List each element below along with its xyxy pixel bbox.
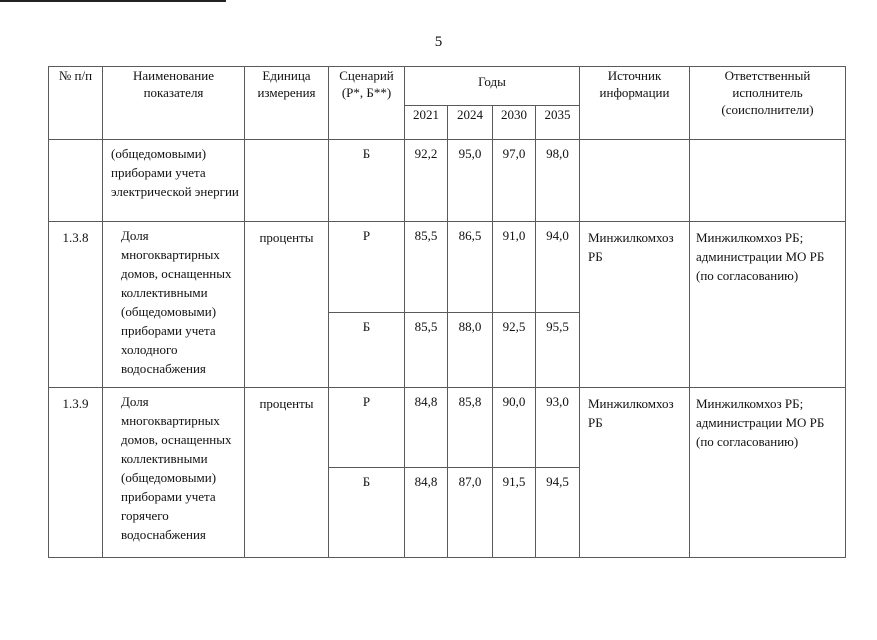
row-value: 85,5 xyxy=(405,313,448,388)
indicators-table xyxy=(48,66,846,558)
row-source: Минжилкомхоз РБ xyxy=(580,222,690,388)
row-num: 1.3.8 xyxy=(49,222,103,388)
row-value: 88,0 xyxy=(448,313,493,388)
row-name: (общедомовыми) приборами учета электрической энергии xyxy=(103,140,245,222)
row-responsible: Минжилкомхоз РБ; администрации МО РБ (по согласованию) xyxy=(690,388,846,558)
header-row xyxy=(49,67,846,106)
row-scenario: Р xyxy=(329,388,405,468)
row-value: 95,0 xyxy=(448,140,493,222)
header-year: 2030 xyxy=(493,106,536,140)
row-source: Минжилкомхоз РБ xyxy=(580,388,690,558)
row-scenario: Р xyxy=(329,222,405,313)
row-unit: проценты xyxy=(245,388,329,558)
table-row xyxy=(49,140,846,222)
header-scenario: Сценарий (Р*, Б**) xyxy=(329,67,405,140)
row-value: 93,0 xyxy=(536,388,580,468)
row-value: 91,5 xyxy=(493,468,536,558)
row-name: Доля многоквартирных домов, оснащенных коллективными (общедомовыми) приборами учета горячего водоснабжения xyxy=(103,388,245,558)
row-value: 85,8 xyxy=(448,388,493,468)
row-name: Доля многоквартирных домов, оснащенных коллективными (общедомовыми) приборами учета холодного водоснабжения xyxy=(103,222,245,388)
row-value: 85,5 xyxy=(405,222,448,313)
row-scenario: Б xyxy=(329,140,405,222)
page-number: 5 xyxy=(434,34,443,50)
header-num: № п/п xyxy=(49,67,103,140)
header-year: 2024 xyxy=(448,106,493,140)
row-num xyxy=(49,140,103,222)
row-value: 86,5 xyxy=(448,222,493,313)
row-responsible: Минжилкомхоз РБ; администрации МО РБ (по согласованию) xyxy=(690,222,846,388)
row-unit xyxy=(245,140,329,222)
header-responsible: Ответственный исполнитель (соисполнители) xyxy=(690,67,846,140)
scan-artifact-line xyxy=(0,0,226,2)
row-value: 90,0 xyxy=(493,388,536,468)
row-value: 84,8 xyxy=(405,468,448,558)
row-value: 94,0 xyxy=(536,222,580,313)
header-name: Наименование показателя xyxy=(103,67,245,140)
row-responsible xyxy=(690,140,846,222)
row-scenario: Б xyxy=(329,313,405,388)
row-scenario: Б xyxy=(329,468,405,558)
header-year: 2035 xyxy=(536,106,580,140)
row-value: 92,5 xyxy=(493,313,536,388)
row-source xyxy=(580,140,690,222)
row-value: 87,0 xyxy=(448,468,493,558)
row-value: 92,2 xyxy=(405,140,448,222)
header-years: Годы xyxy=(405,67,580,106)
row-value: 97,0 xyxy=(493,140,536,222)
row-value: 84,8 xyxy=(405,388,448,468)
table-row xyxy=(49,222,846,313)
row-unit: проценты xyxy=(245,222,329,388)
header-source: Источник информации xyxy=(580,67,690,140)
header-year: 2021 xyxy=(405,106,448,140)
row-value: 98,0 xyxy=(536,140,580,222)
row-value: 91,0 xyxy=(493,222,536,313)
row-num: 1.3.9 xyxy=(49,388,103,558)
header-unit: Единица измерения xyxy=(245,67,329,140)
row-value: 95,5 xyxy=(536,313,580,388)
table-row xyxy=(49,388,846,468)
row-value: 94,5 xyxy=(536,468,580,558)
